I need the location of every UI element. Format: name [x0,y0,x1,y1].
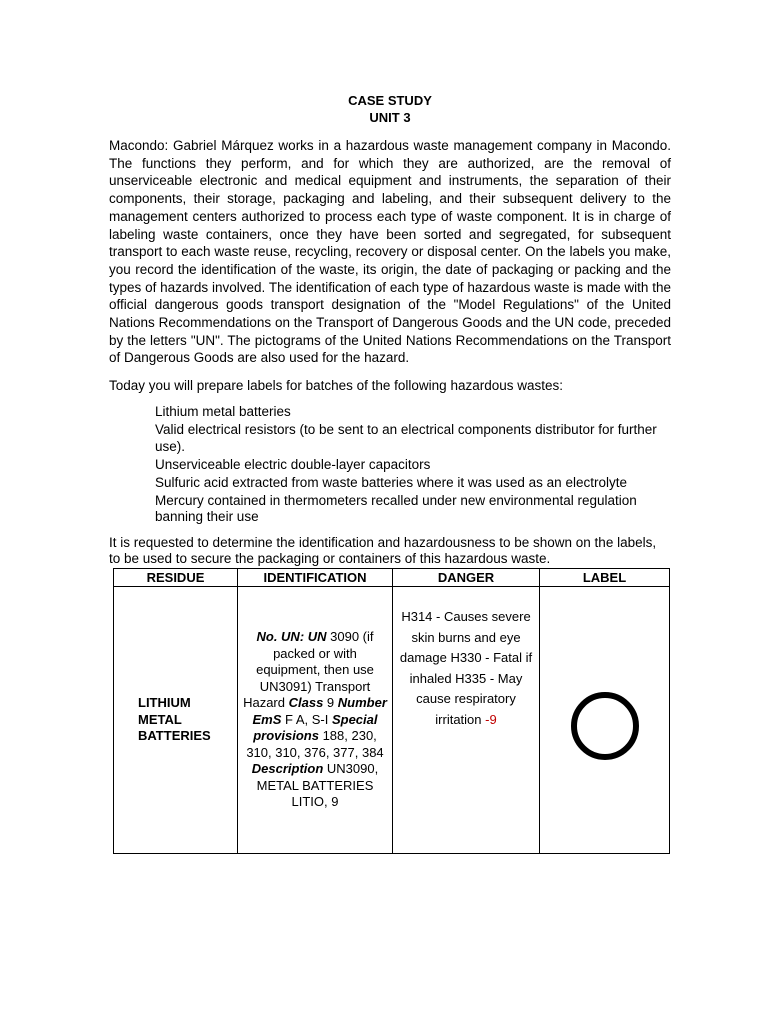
label-cell [540,587,670,854]
special-provisions-label: Special provisions [253,711,378,744]
circle-outline-icon [570,691,640,761]
list-item: Lithium metal batteries [155,404,291,419]
header-label: LABEL [540,569,670,587]
residue-line: METAL [138,711,182,727]
un-label: No. UN: UN [256,629,327,645]
ems-value: F A, S-I [281,711,332,727]
description-label: Description [251,761,324,777]
intro-paragraph: Macondo: Gabriel Márquez works in a hazardous waste management company in Macondo. The functions they perform, and for which they are authorized, are the removal of unserviceable electronic and medical equipment and instruments, the separation of their components, their storage, packaging and labeling, and their subsequent delivery to the management centers authorized to process each type of waste component. It is in charge of labeling waste containers, once they have been sorted and segregated, for subsequent transport to each waste reuse, recycling, recovery or disposal center. On the labels you make, you record the identification of the waste, its origin, the date of packaging or packing and the types of hazards involved. The identification of each type of hazardous waste is made with the official dangerous goods transport designation of the "Model Regulations" of the United Nations Recommendations on the Transport of Dangerous Goods and the UN code, preceded by the letters "UN". The pictograms of the United Nations Recommendations on the Transport of Dangerous Goods are also used for the hazard. [109,138,671,366]
header-residue: RESIDUE [114,569,238,587]
header-identification: IDENTIFICATION [238,569,393,587]
identification-cell [238,587,393,854]
list-item: Sulfuric acid extracted from waste batteries where it was used as an electrolyte [155,474,627,490]
waste-list [155,404,671,527]
document-unit: UNIT 3 [369,110,411,125]
description-value: UN3090, METAL BATTERIES LITIO, 9 [256,761,379,810]
table-header-row [114,569,670,587]
table-row [114,587,670,854]
danger-code: -9 [485,711,497,727]
ems-label: Number EmS [252,695,387,727]
today-text: Today you will prepare labels for batches of the following hazardous wastes: [109,378,564,393]
list-item: Mercury contained in thermometers recalled under new environmental regulation banning their use [155,492,637,524]
residue-line: LITHIUM [138,695,191,711]
residue-line: BATTERIES [138,728,211,744]
class-value: 9 [323,695,338,711]
residue-cell [114,587,238,854]
residue-table [113,568,670,854]
list-item: Unserviceable electric double-layer capacitors [155,456,431,472]
class-label: Class [288,695,324,711]
request-text: It is requested to determine the identification and hazardousness to be shown on the labels, to be used to secure the packaging or containers of this hazardous waste. [109,535,657,566]
document-title: CASE STUDY [348,93,432,108]
list-item: Valid electrical resistors (to be sent to an electrical components distributor for further use). [155,422,657,454]
danger-text: H314 - Causes severe skin burns and eye damage H330 - Fatal if inhaled H335 - May cause respiratory irritation [399,609,533,727]
header-danger: DANGER [393,569,540,587]
un-value: 3090 (if packed or with equipment, then use UN3091) Transport Hazard [243,629,374,711]
danger-cell [393,587,540,854]
special-provisions-value: 188, 230, 310, 310, 376, 377, 384 [246,728,384,760]
